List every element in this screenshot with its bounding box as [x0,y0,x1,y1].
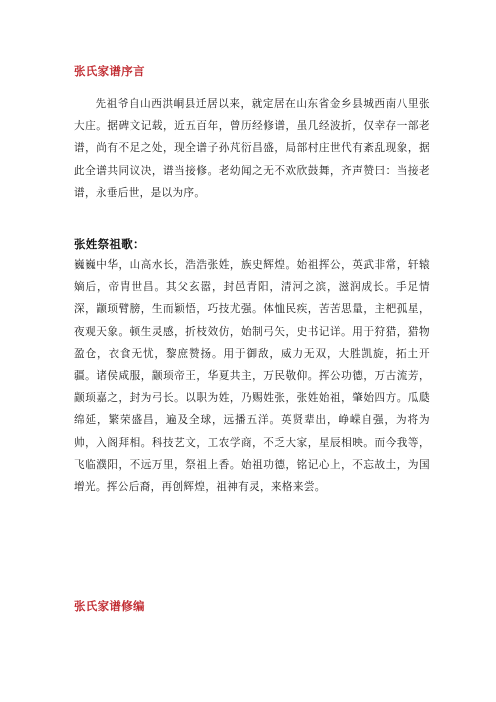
ancestor-song-heading: 张姓祭祖歌： [74,237,145,251]
preface-paragraph: 先祖爷自山西洪峒县迁居以来，就定居在山东省金乡县城西南八里张大庄。据碑文记载，近五百年，曾历经修谱，虽几经波折，仅幸存一部老谱，尚有不足之处，现全谱子孙芃衍昌盛，局部村庄世代有紊乱现象，据此全谱共同议决，谱当接修。老幼闻之无不欢欣鼓舞，齐声赞曰：当接老谱，永垂后世，是以为序。 [74,98,430,199]
preface-heading: 张氏家谱序言 [74,64,145,78]
compile-heading: 张氏家谱修编 [74,599,145,613]
ancestor-song-text: 巍巍中华，山高水长，浩浩张姓，族史辉煌。始祖挥公，英武非常，轩辕嫡后，帝胄世昌。其父玄嚣，封邑青阳，清河之滨，滋润成长。手足情深，颛顼臂膀，生而颖悟，巧技尤强。体恤民疾，苦苦思量，主杷孤星，夜观天象。顿生灵感，折枝效仿，始制弓矢，史书记详。用于狩猎，猎物盈仓，衣食无忧，黎庶赞扬。用于御敌，威力无双，大胜凯旋，拓土开疆。诸侯咸服，颛顼帝王，华夏共主，万民敬仰。挥公功德，万古流芳，颛顼嘉之，封为弓长。以职为姓，乃赐姓张，张姓始祖，肇始四方。瓜瓞绵延，繁荣盛昌，遍及全球，远播五洋。英贤辈出，峥嵘自强，为将为帅，入阁拜相。科技艺文，工农学商，不乏大家，星辰相映。而今我等，飞临濮阳，不远万里，祭祖上香。始祖功德，铭记心上，不忘故土，为国增光。挥公后裔，再创辉煌，祖神有灵，来格来尝。 [74,259,430,494]
